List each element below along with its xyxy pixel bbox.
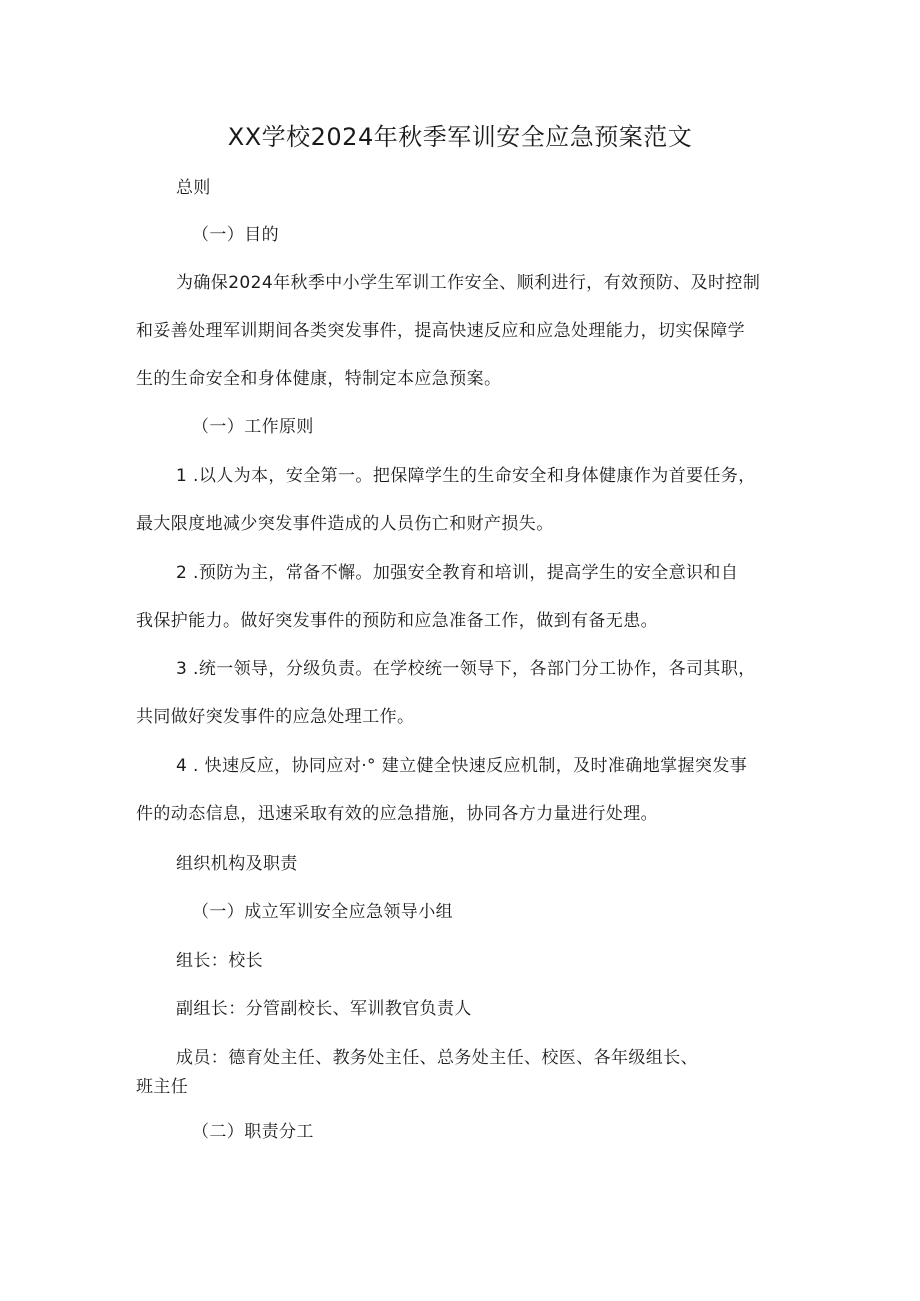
text-line: 最大限度地减少突发事件造成的人员伤亡和财产损失。 (136, 514, 554, 534)
text-line: 总则 (176, 178, 211, 198)
heading-responsibilities (136, 1108, 796, 1156)
heading-organization (136, 840, 796, 888)
heading-general-principles (136, 164, 796, 212)
heading-leading-group (136, 888, 796, 936)
principle-item-2 (136, 549, 796, 645)
text-line: 组长：校长 (176, 951, 263, 971)
text-line: 3 .统一领导，分级负责。在学校统一领导下，各部门分工协作，各司其职， (176, 659, 756, 679)
text-line: 我保护能力。做好突发事件的预防和应急准备工作，做到有备无患。 (136, 611, 658, 631)
text-line: （一）成立军训安全应急领导小组 (192, 902, 453, 922)
text-line: 和妥善处理军训期间各类突发事件，提高快速反应和应急处理能力，切实保障学 (136, 321, 745, 341)
principle-item-4 (136, 742, 796, 838)
deputy-leader (136, 985, 796, 1033)
text-line: 副组长：分管副校长、军训教官负责人 (176, 999, 472, 1019)
document-title: XX学校2024年秋季军训安全应急预案范文 (227, 123, 693, 151)
text-line: 4 . 快速反应，协同应对·° 建立健全快速反应机制，及时准确地掌握突发事 (176, 756, 748, 776)
group-members (136, 1044, 796, 1102)
text-line: 2 .预防为主，常备不懈。加强安全教育和培训，提高学生的安全意识和自 (176, 563, 739, 583)
text-line: （一）工作原则 (192, 417, 314, 437)
text-line: 1 .以人为本，安全第一。把保障学生的生命安全和身体健康作为首要任务， (176, 466, 756, 486)
text-line: 共同做好突发事件的应急处理工作。 (136, 707, 415, 727)
principle-item-3 (136, 645, 796, 741)
group-leader (136, 937, 796, 985)
text-line: 组织机构及职责 (176, 854, 298, 874)
heading-purpose (136, 211, 796, 259)
text-line: 成员：德育处主任、教务处主任、总务处主任、校医、各年级组长、 (176, 1048, 698, 1068)
text-line: 班主任 (136, 1077, 189, 1097)
text-line: 生的生命安全和身体健康，特制定本应急预案。 (136, 369, 502, 389)
principle-item-1 (136, 452, 796, 548)
text-line: 为确保2024年秋季中小学生军训工作安全、顺利进行，有效预防、及时控制 (176, 273, 761, 293)
text-line: 件的动态信息，迅速采取有效的应急措施，协同各方力量进行处理。 (136, 804, 658, 824)
text-line: （二）职责分工 (192, 1122, 314, 1142)
paragraph-purpose (136, 259, 796, 403)
text-line: （一）目的 (192, 225, 279, 245)
heading-working-principles (136, 403, 796, 451)
